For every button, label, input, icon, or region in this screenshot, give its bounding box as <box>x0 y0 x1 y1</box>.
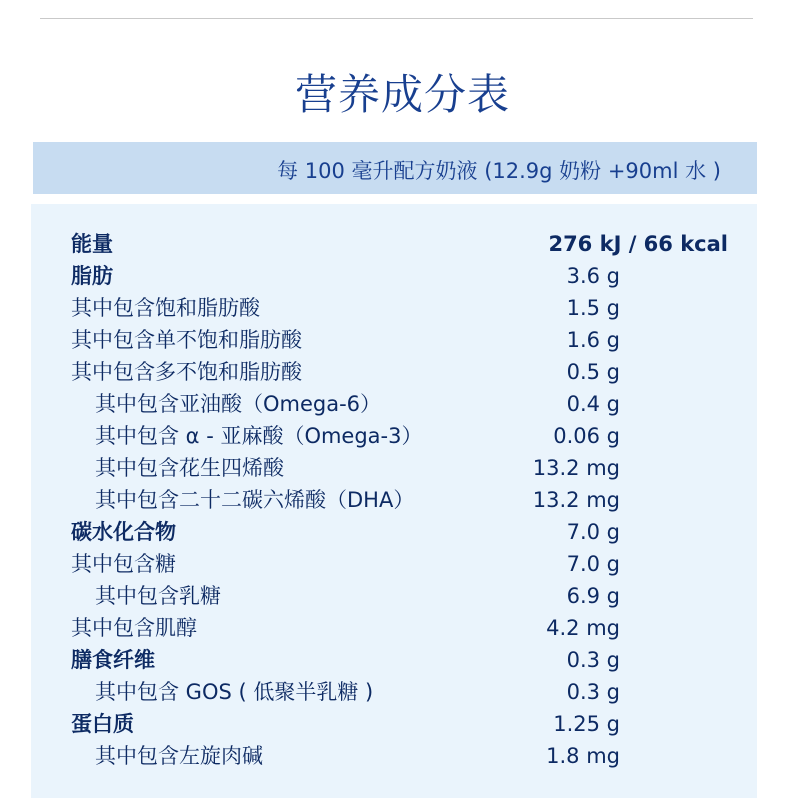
table-row-protein <box>31 708 757 740</box>
row-name: 膳食纤维 <box>71 648 155 672</box>
table-row-gos <box>31 676 757 708</box>
row-value: 0.3 g <box>566 680 620 704</box>
row-name: 其中包含花生四烯酸 <box>95 456 284 480</box>
row-name: 其中包含饱和脂肪酸 <box>71 296 260 320</box>
table-row-energy <box>31 228 757 260</box>
row-name: 其中包含 α - 亚麻酸（Omega-3） <box>95 424 423 448</box>
row-name: 其中包含二十二碳六烯酸（DHA） <box>95 488 415 512</box>
row-name: 其中包含单不饱和脂肪酸 <box>71 328 302 352</box>
row-name: 其中包含亚油酸（Omega-6） <box>95 392 382 416</box>
table-row-alpha-linolenic-acid <box>31 420 757 452</box>
row-name: 蛋白质 <box>71 712 134 736</box>
table-row-polyunsaturated-fat <box>31 356 757 388</box>
row-name: 能量 <box>71 232 113 256</box>
row-name: 其中包含糖 <box>71 552 176 576</box>
table-row-linoleic-acid <box>31 388 757 420</box>
table-row-carbohydrate <box>31 516 757 548</box>
row-value: 13.2 mg <box>532 456 620 480</box>
table-row-sugars <box>31 548 757 580</box>
row-value: 1.5 g <box>566 296 620 320</box>
nutrition-table <box>31 204 757 798</box>
top-divider <box>40 18 753 19</box>
table-row-dha <box>31 484 757 516</box>
row-name: 其中包含乳糖 <box>95 584 221 608</box>
row-value: 7.0 g <box>566 552 620 576</box>
row-value: 0.06 g <box>553 424 620 448</box>
nutrition-rows <box>31 228 757 772</box>
page-title: 营养成分表 <box>294 70 510 119</box>
row-name: 其中包含左旋肉碱 <box>95 744 263 768</box>
row-value: 13.2 mg <box>532 488 620 512</box>
row-value: 0.4 g <box>566 392 620 416</box>
row-value: 6.9 g <box>566 584 620 608</box>
row-value: 7.0 g <box>566 520 620 544</box>
row-value: 0.5 g <box>566 360 620 384</box>
row-value: 0.3 g <box>566 648 620 672</box>
row-name: 其中包含 GOS ( 低聚半乳糖 ) <box>95 680 374 704</box>
row-name: 其中包含肌醇 <box>71 616 197 640</box>
row-value: 276 kJ / 66 kcal <box>548 232 728 256</box>
row-value: 4.2 mg <box>546 616 620 640</box>
table-row-monounsaturated-fat <box>31 324 757 356</box>
row-value: 1.6 g <box>566 328 620 352</box>
table-row-l-carnitine <box>31 740 757 772</box>
table-row-lactose <box>31 580 757 612</box>
row-name: 脂肪 <box>71 264 113 288</box>
table-header-band <box>33 142 757 194</box>
table-row-arachidonic-acid <box>31 452 757 484</box>
row-name: 碳水化合物 <box>71 520 176 544</box>
row-name: 其中包含多不饱和脂肪酸 <box>71 360 302 384</box>
table-row-fat <box>31 260 757 292</box>
row-value: 3.6 g <box>566 264 620 288</box>
table-row-inositol <box>31 612 757 644</box>
row-value: 1.8 mg <box>546 744 620 768</box>
table-row-dietary-fiber <box>31 644 757 676</box>
table-row-saturated-fat <box>31 292 757 324</box>
serving-size-header: 每 100 毫升配方奶液 (12.9g 奶粉 +90ml 水 ) <box>277 159 721 183</box>
row-value: 1.25 g <box>553 712 620 736</box>
